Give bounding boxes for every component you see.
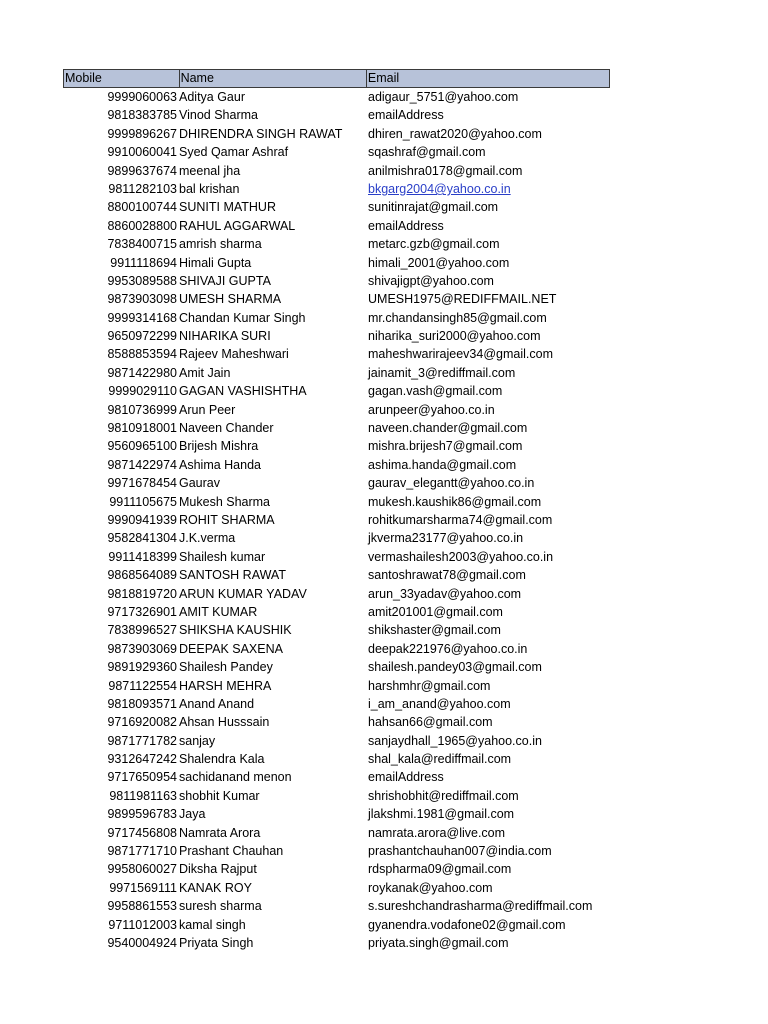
email-cell[interactable]: emailAddress bbox=[368, 108, 444, 123]
table-row bbox=[63, 401, 610, 419]
table-row bbox=[63, 732, 610, 750]
email-cell[interactable]: sunitinrajat@gmail.com bbox=[368, 200, 499, 215]
mobile-cell[interactable]: 7838996527 bbox=[107, 623, 177, 638]
table-row bbox=[63, 842, 610, 860]
table-row bbox=[63, 934, 610, 952]
name-cell[interactable]: J.K.verma bbox=[179, 531, 236, 546]
table-row bbox=[63, 162, 610, 180]
email-cell[interactable]: arun_33yadav@yahoo.com bbox=[368, 586, 522, 601]
email-cell[interactable]: jlakshmi.1981@gmail.com bbox=[368, 807, 515, 822]
mobile-cell[interactable]: 9999060063 bbox=[107, 90, 177, 104]
email-cell[interactable]: amit201001@gmail.com bbox=[368, 604, 503, 619]
table-row bbox=[63, 437, 610, 455]
name-cell[interactable]: suresh sharma bbox=[179, 899, 262, 914]
email-cell[interactable]: priyata.singh@gmail.com bbox=[368, 935, 509, 950]
mobile-cell[interactable]: 9899596783 bbox=[107, 807, 177, 822]
header-row bbox=[63, 69, 610, 88]
name-cell[interactable]: Ashima Handa bbox=[179, 457, 261, 472]
table-row bbox=[63, 603, 610, 621]
email-cell[interactable]: namrata.arora@live.com bbox=[368, 825, 506, 840]
email-cell[interactable]: shailesh.pandey03@gmail.com bbox=[368, 660, 542, 675]
mobile-cell[interactable]: 9958060027 bbox=[107, 862, 177, 877]
table-body bbox=[63, 88, 610, 952]
email-cell[interactable]: mukesh.kaushik86@gmail.com bbox=[368, 494, 542, 509]
name-cell[interactable]: Himali Gupta bbox=[179, 255, 252, 270]
name-cell[interactable]: Vinod Sharma bbox=[179, 108, 258, 123]
mobile-cell[interactable]: 9810918001 bbox=[107, 421, 177, 436]
mobile-cell[interactable]: 9716920082 bbox=[107, 715, 177, 730]
mobile-cell[interactable]: 9810736999 bbox=[107, 402, 177, 417]
email-cell[interactable]: jkverma23177@yahoo.co.in bbox=[368, 531, 524, 546]
table-row bbox=[63, 474, 610, 492]
name-cell[interactable]: Anand Anand bbox=[179, 696, 255, 711]
name-cell[interactable]: Syed Qamar Ashraf bbox=[179, 145, 289, 160]
mobile-cell[interactable]: 9971678454 bbox=[107, 476, 177, 491]
name-cell[interactable]: Aditya Gaur bbox=[179, 90, 246, 104]
email-cell[interactable]: adigaur_5751@yahoo.com bbox=[368, 90, 519, 104]
mobile-cell[interactable]: 9958861553 bbox=[107, 899, 177, 914]
email-cell[interactable]: vermashailesh2003@yahoo.co.in bbox=[368, 549, 554, 564]
name-cell[interactable]: meenal jha bbox=[179, 163, 241, 178]
table-row bbox=[63, 290, 610, 308]
name-cell[interactable]: AMIT KUMAR bbox=[179, 604, 258, 619]
name-cell[interactable]: NIHARIKA SURI bbox=[179, 329, 271, 344]
mobile-cell[interactable]: 9717326901 bbox=[107, 604, 177, 619]
mobile-cell[interactable]: 9990941939 bbox=[107, 512, 177, 527]
email-cell[interactable]: mr.chandansingh85@gmail.com bbox=[368, 310, 547, 325]
mobile-cell[interactable]: 9873903098 bbox=[107, 292, 177, 307]
email-cell[interactable]: ashima.handa@gmail.com bbox=[368, 457, 517, 472]
name-cell[interactable]: GAGAN VASHISHTHA bbox=[179, 384, 307, 399]
email-cell[interactable]: sanjaydhall_1965@yahoo.co.in bbox=[368, 733, 542, 748]
name-cell[interactable]: RAHUL AGGARWAL bbox=[179, 218, 296, 233]
mobile-cell[interactable]: 7838400715 bbox=[107, 237, 177, 252]
mobile-cell[interactable]: 9560965100 bbox=[107, 439, 177, 454]
name-cell[interactable]: Shailesh Pandey bbox=[179, 660, 273, 675]
name-cell[interactable]: Mukesh Sharma bbox=[179, 494, 271, 509]
name-cell[interactable]: SHIVAJI GUPTA bbox=[179, 273, 271, 288]
mobile-cell[interactable]: 9911105675 bbox=[109, 494, 177, 509]
name-cell[interactable]: Jaya bbox=[179, 807, 206, 822]
mobile-cell[interactable]: 9811981163 bbox=[109, 788, 177, 803]
mobile-cell[interactable]: 9871422980 bbox=[107, 365, 177, 380]
table-row bbox=[63, 254, 610, 272]
email-cell[interactable]: himali_2001@yahoo.com bbox=[368, 255, 510, 270]
name-cell[interactable]: ARUN KUMAR YADAV bbox=[179, 586, 307, 601]
email-cell[interactable]: UMESH1975@REDIFFMAIL.NET bbox=[368, 292, 557, 307]
table-row bbox=[63, 345, 610, 363]
email-link[interactable]: bkgarg2004@yahoo.co.in bbox=[368, 181, 511, 196]
name-cell[interactable]: bal krishan bbox=[179, 181, 240, 196]
table-row bbox=[63, 879, 610, 897]
email-cell[interactable]: deepak221976@yahoo.co.in bbox=[368, 641, 528, 656]
table-row bbox=[63, 309, 610, 327]
name-cell[interactable]: HARSH MEHRA bbox=[179, 678, 272, 693]
name-cell[interactable]: UMESH SHARMA bbox=[179, 292, 282, 307]
email-cell[interactable]: shikshaster@gmail.com bbox=[368, 623, 501, 638]
table-row bbox=[63, 493, 610, 511]
email-cell[interactable]: sqashraf@gmail.com bbox=[368, 145, 486, 160]
name-cell[interactable]: Amit Jain bbox=[179, 365, 231, 380]
email-cell[interactable]: prashantchauhan007@india.com bbox=[368, 844, 552, 859]
table-row bbox=[63, 419, 610, 437]
name-cell[interactable]: Namrata Arora bbox=[179, 825, 261, 840]
table-row bbox=[63, 677, 610, 695]
mobile-cell[interactable]: 9999314168 bbox=[107, 310, 177, 325]
name-cell[interactable]: Prashant Chauhan bbox=[179, 844, 284, 859]
name-cell[interactable]: Arun Peer bbox=[179, 402, 236, 417]
table-row bbox=[63, 695, 610, 713]
name-cell[interactable]: Naveen Chander bbox=[179, 421, 274, 436]
table-row bbox=[63, 916, 610, 934]
email-cell[interactable]: hahsan66@gmail.com bbox=[368, 715, 493, 730]
table-row bbox=[63, 860, 610, 878]
name-cell[interactable]: Diksha Rajput bbox=[179, 862, 257, 877]
table-row bbox=[63, 88, 610, 106]
table-row bbox=[63, 327, 610, 345]
name-cell[interactable]: Gaurav bbox=[179, 476, 220, 491]
email-cell[interactable]: arunpeer@yahoo.co.in bbox=[368, 402, 495, 417]
table-row bbox=[63, 456, 610, 474]
mobile-cell[interactable]: 9899637674 bbox=[107, 163, 177, 178]
name-cell[interactable]: Chandan Kumar Singh bbox=[179, 310, 306, 325]
contact-sheet bbox=[63, 69, 610, 952]
mobile-cell[interactable]: 9582841304 bbox=[107, 531, 177, 546]
email-cell[interactable]: harshmhr@gmail.com bbox=[368, 678, 491, 693]
email-cell[interactable]: anilmishra0178@gmail.com bbox=[368, 163, 523, 178]
mobile-cell[interactable]: 9868564089 bbox=[107, 568, 177, 583]
name-cell[interactable]: Shailesh kumar bbox=[179, 549, 266, 564]
name-cell[interactable]: Rajeev Maheshwari bbox=[179, 347, 289, 362]
table-row bbox=[63, 658, 610, 676]
table-row bbox=[63, 106, 610, 124]
mobile-cell[interactable]: 9871122554 bbox=[108, 678, 177, 693]
header-email[interactable]: Email bbox=[366, 70, 609, 87]
email-cell[interactable]: rohitkumarsharma74@gmail.com bbox=[368, 512, 553, 527]
name-cell[interactable]: amrish sharma bbox=[179, 237, 262, 252]
table-row bbox=[63, 125, 610, 143]
name-cell[interactable]: DHIRENDRA SINGH RAWAT bbox=[179, 126, 343, 141]
name-cell[interactable]: shobhit Kumar bbox=[179, 788, 260, 803]
table-row bbox=[63, 897, 610, 915]
email-cell[interactable]: shal_kala@rediffmail.com bbox=[368, 752, 512, 767]
table-row bbox=[63, 529, 610, 547]
table-row bbox=[63, 180, 610, 198]
name-cell[interactable]: KANAK ROY bbox=[179, 880, 252, 895]
mobile-cell[interactable]: 9971569111 bbox=[109, 880, 177, 895]
mobile-cell[interactable]: 9999896267 bbox=[107, 126, 177, 141]
table-row bbox=[63, 621, 610, 639]
name-cell[interactable]: Priyata Singh bbox=[179, 935, 254, 950]
email-cell[interactable]: naveen.chander@gmail.com bbox=[368, 421, 528, 436]
mobile-cell[interactable]: 9871422974 bbox=[107, 457, 177, 472]
name-cell[interactable]: Ahsan Husssain bbox=[179, 715, 270, 730]
table-row bbox=[63, 272, 610, 290]
mobile-cell[interactable]: 9999029110 bbox=[108, 384, 177, 399]
email-cell[interactable]: gaurav_elegantt@yahoo.co.in bbox=[368, 476, 535, 491]
email-cell[interactable]: roykanak@yahoo.com bbox=[368, 880, 493, 895]
table-row bbox=[63, 805, 610, 823]
name-cell[interactable]: DEEPAK SAXENA bbox=[179, 641, 283, 656]
header-name[interactable]: Name bbox=[179, 70, 366, 87]
name-cell[interactable]: SANTOSH RAWAT bbox=[179, 568, 286, 583]
mobile-cell[interactable]: 9818383785 bbox=[107, 108, 177, 123]
mobile-cell[interactable]: 9540004924 bbox=[107, 935, 177, 950]
mobile-cell[interactable]: 9911418399 bbox=[108, 549, 177, 564]
table-row bbox=[63, 566, 610, 584]
mobile-cell[interactable]: 9818093571 bbox=[107, 696, 177, 711]
table-row bbox=[63, 217, 610, 235]
mobile-cell[interactable]: 9891929360 bbox=[107, 660, 177, 675]
email-cell[interactable]: i_am_anand@yahoo.com bbox=[368, 696, 511, 711]
mobile-cell[interactable]: 9711012003 bbox=[108, 917, 177, 932]
table-row bbox=[63, 750, 610, 768]
name-cell[interactable]: sanjay bbox=[179, 733, 216, 748]
name-cell[interactable]: SUNITI MATHUR bbox=[179, 200, 276, 215]
name-cell[interactable]: Brijesh Mishra bbox=[179, 439, 259, 454]
mobile-cell[interactable]: 9717456808 bbox=[107, 825, 177, 840]
table-row bbox=[63, 364, 610, 382]
email-cell[interactable]: maheshwarirajeev34@gmail.com bbox=[368, 347, 553, 362]
name-cell[interactable]: sachidanand menon bbox=[179, 770, 292, 785]
name-cell[interactable]: Shalendra Kala bbox=[179, 752, 265, 767]
table-row bbox=[63, 768, 610, 786]
mobile-cell[interactable]: 9811282103 bbox=[108, 181, 177, 196]
header-mobile[interactable]: Mobile bbox=[65, 71, 102, 85]
email-cell[interactable]: rdspharma09@gmail.com bbox=[368, 862, 512, 877]
email-cell[interactable]: emailAddress bbox=[368, 218, 444, 233]
mobile-cell[interactable]: 8800100744 bbox=[107, 200, 177, 215]
name-cell[interactable]: SHIKSHA KAUSHIK bbox=[179, 623, 292, 638]
email-cell[interactable]: gagan.vash@gmail.com bbox=[368, 384, 503, 399]
table-row bbox=[63, 713, 610, 731]
email-cell[interactable]: metarc.gzb@gmail.com bbox=[368, 237, 500, 252]
email-cell[interactable]: niharika_suri2000@yahoo.com bbox=[368, 329, 541, 344]
mobile-cell[interactable]: 8588853594 bbox=[107, 347, 177, 362]
email-cell[interactable]: gyanendra.vodafone02@gmail.com bbox=[368, 917, 566, 932]
mobile-cell[interactable]: 9871771710 bbox=[107, 844, 177, 859]
mobile-cell[interactable]: 9312647242 bbox=[107, 752, 177, 767]
table-row bbox=[63, 382, 610, 400]
table-row bbox=[63, 548, 610, 566]
name-cell[interactable]: ROHIT SHARMA bbox=[179, 512, 275, 527]
mobile-cell[interactable]: 9910060041 bbox=[107, 145, 177, 160]
table-row bbox=[63, 787, 610, 805]
mobile-cell[interactable]: 9911118694 bbox=[110, 255, 177, 270]
name-cell[interactable]: kamal singh bbox=[179, 917, 246, 932]
table-row bbox=[63, 585, 610, 603]
table-row bbox=[63, 640, 610, 658]
mobile-cell[interactable]: 9873903069 bbox=[107, 641, 177, 656]
mobile-cell[interactable]: 8860028800 bbox=[107, 218, 177, 233]
email-cell[interactable]: santoshrawat78@gmail.com bbox=[368, 568, 526, 583]
email-cell[interactable]: jainamit_3@rediffmail.com bbox=[368, 365, 516, 380]
mobile-cell[interactable]: 9650972299 bbox=[107, 329, 177, 344]
email-cell[interactable]: mishra.brijesh7@gmail.com bbox=[368, 439, 523, 454]
table-row bbox=[63, 824, 610, 842]
table-row bbox=[63, 198, 610, 216]
table-row bbox=[63, 143, 610, 161]
email-cell[interactable]: dhiren_rawat2020@yahoo.com bbox=[368, 126, 542, 141]
table-row bbox=[63, 511, 610, 529]
email-cell[interactable]: shrishobhit@rediffmail.com bbox=[368, 788, 519, 803]
email-cell[interactable]: s.sureshchandrasharma@rediffmail.com bbox=[368, 899, 593, 914]
mobile-cell[interactable]: 9717650954 bbox=[107, 770, 177, 785]
mobile-cell[interactable]: 9953089588 bbox=[107, 273, 177, 288]
email-cell[interactable]: emailAddress bbox=[368, 770, 444, 785]
email-cell[interactable]: shivajigpt@yahoo.com bbox=[368, 273, 494, 288]
mobile-cell[interactable]: 9871771782 bbox=[107, 733, 177, 748]
table-row bbox=[63, 235, 610, 253]
mobile-cell[interactable]: 9818819720 bbox=[107, 586, 177, 601]
